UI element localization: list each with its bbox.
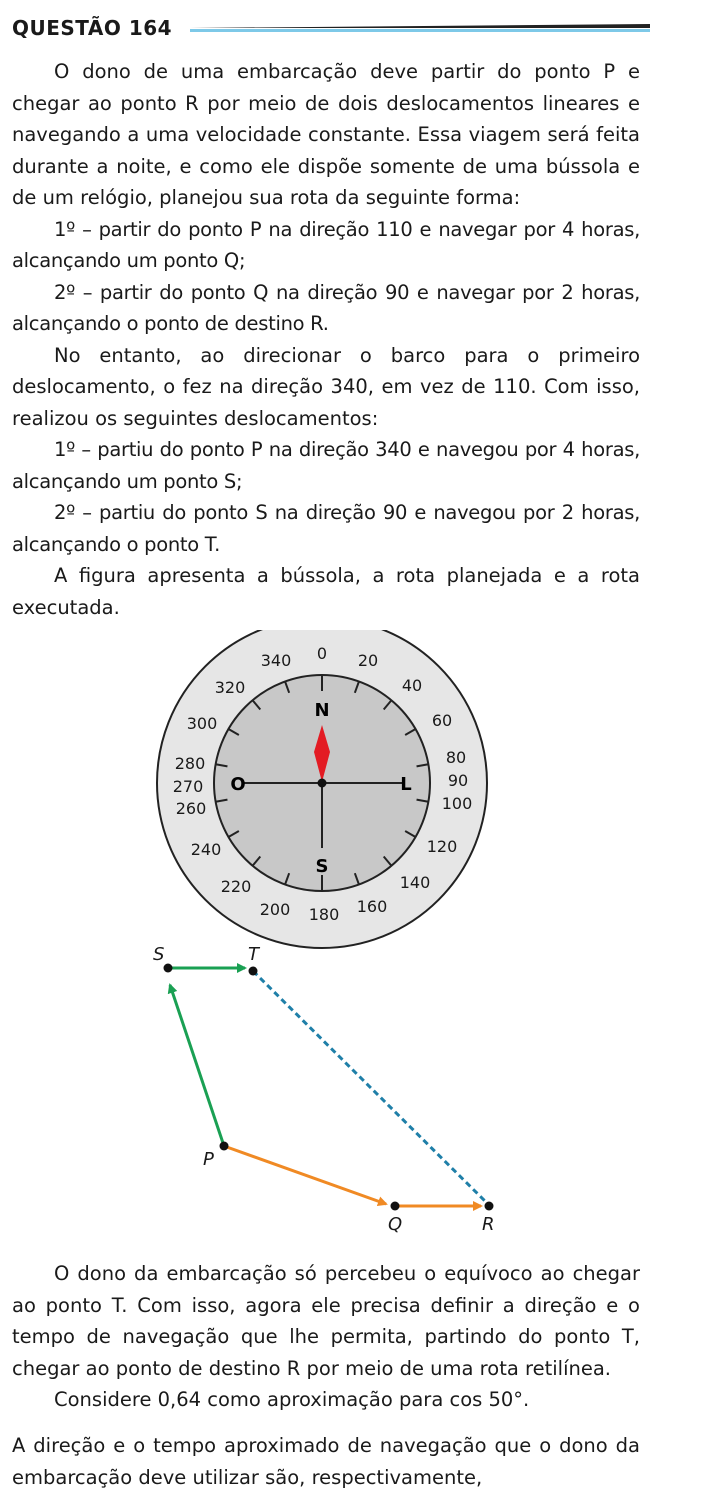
degree-270: 270 <box>172 777 204 796</box>
degree-280: 280 <box>174 754 206 773</box>
header-rule-blue <box>190 29 650 32</box>
label-p: P <box>203 1149 214 1170</box>
route-diagram <box>153 944 495 1235</box>
route-executed-p-to-s <box>170 985 224 1146</box>
label-s: S <box>153 944 165 965</box>
degree-160: 160 <box>356 897 388 916</box>
compass-center <box>318 779 327 788</box>
degree-90: 90 <box>447 771 469 790</box>
intro-text <box>12 56 640 623</box>
point-q <box>391 1202 400 1211</box>
intro-paragraph-1: O dono de uma embarcação deve partir do ponto P e chegar ao ponto R por meio de dois deslocamentos lineares e navegando a uma velocidade constante. Essa viagem será feita durante a noite, e como ele dispõe somente de uma bússola e de um relógio, planejou sua rota da seguinte forma: <box>12 60 640 209</box>
label-r: R <box>482 1214 495 1235</box>
question-header <box>12 12 702 48</box>
degree-140: 140 <box>399 873 431 892</box>
degree-260: 260 <box>175 799 207 818</box>
figure <box>0 630 715 1250</box>
compass <box>157 630 487 948</box>
degree-200: 200 <box>259 900 291 919</box>
cardinal-s: S <box>315 856 329 877</box>
degree-60: 60 <box>431 711 453 730</box>
route-p-to-s <box>167 948 224 982</box>
route-planned-p-to-q <box>224 1146 386 1204</box>
intro-paragraph-5: 1º – partiu do ponto P na direção 340 e navegou por 4 horas, alcançando um ponto S; <box>12 438 640 493</box>
degree-340: 340 <box>260 651 292 670</box>
closing-paragraph-2: Considere 0,64 como aproximação para cos 50°. <box>54 1388 530 1411</box>
degree-80: 80 <box>445 748 467 767</box>
intro-paragraph-6: 2º – partiu do ponto S na direção 90 e navegou por 2 horas, alcançando o ponto T. <box>12 501 640 556</box>
intro-paragraph-4: No entanto, ao direcionar o barco para o primeiro deslocamento, o fez na direção 340, em vez de 110. Com isso, realizou os seguintes deslocamentos: <box>12 343 640 430</box>
question-prompt <box>12 1430 640 1493</box>
point-s <box>164 964 173 973</box>
point-t <box>249 967 258 976</box>
cardinal-n: N <box>314 700 330 721</box>
label-t: T <box>248 944 259 965</box>
degree-300: 300 <box>186 714 218 733</box>
intro-paragraph-3: 2º – partir do ponto Q na direção 90 e navegar por 2 horas, alcançando o ponto de destino R. <box>12 280 640 335</box>
degree-120: 120 <box>426 837 458 856</box>
label-q: Q <box>388 1214 403 1235</box>
closing-text <box>12 1258 640 1416</box>
degree-100: 100 <box>441 794 473 813</box>
cardinal-l: L <box>400 774 412 795</box>
intro-paragraph-7: A figura apresenta a bússola, a rota planejada e a rota executada. <box>12 564 640 619</box>
degree-240: 240 <box>190 840 222 859</box>
degree-40: 40 <box>401 676 423 695</box>
header-rule-black <box>190 24 650 28</box>
point-r <box>485 1202 494 1211</box>
degree-20: 20 <box>357 651 379 670</box>
degree-0: 0 <box>316 644 328 663</box>
point-p <box>220 1142 229 1151</box>
intro-paragraph-2: 1º – partir do ponto P na direção 110 e navegar por 4 horas, alcançando um ponto Q; <box>12 217 640 272</box>
degree-180: 180 <box>308 905 340 924</box>
cardinal-o: O <box>230 774 246 795</box>
degree-320: 320 <box>214 678 246 697</box>
degree-220: 220 <box>220 877 252 896</box>
closing-paragraph-1: O dono da embarcação só percebeu o equívoco ao chegar ao ponto T. Com isso, agora ele precisa definir a direção e o tempo de navegação que lhe permita, partindo do ponto T, chegar ao ponto de destino R por meio de uma rota retilínea. <box>12 1262 640 1380</box>
closing-paragraph-3: A direção e o tempo aproximado de navegação que o dono da embarcação deve utilizar são, respectivamente, <box>12 1434 640 1489</box>
question-title: QUESTÃO 164 <box>12 16 173 40</box>
